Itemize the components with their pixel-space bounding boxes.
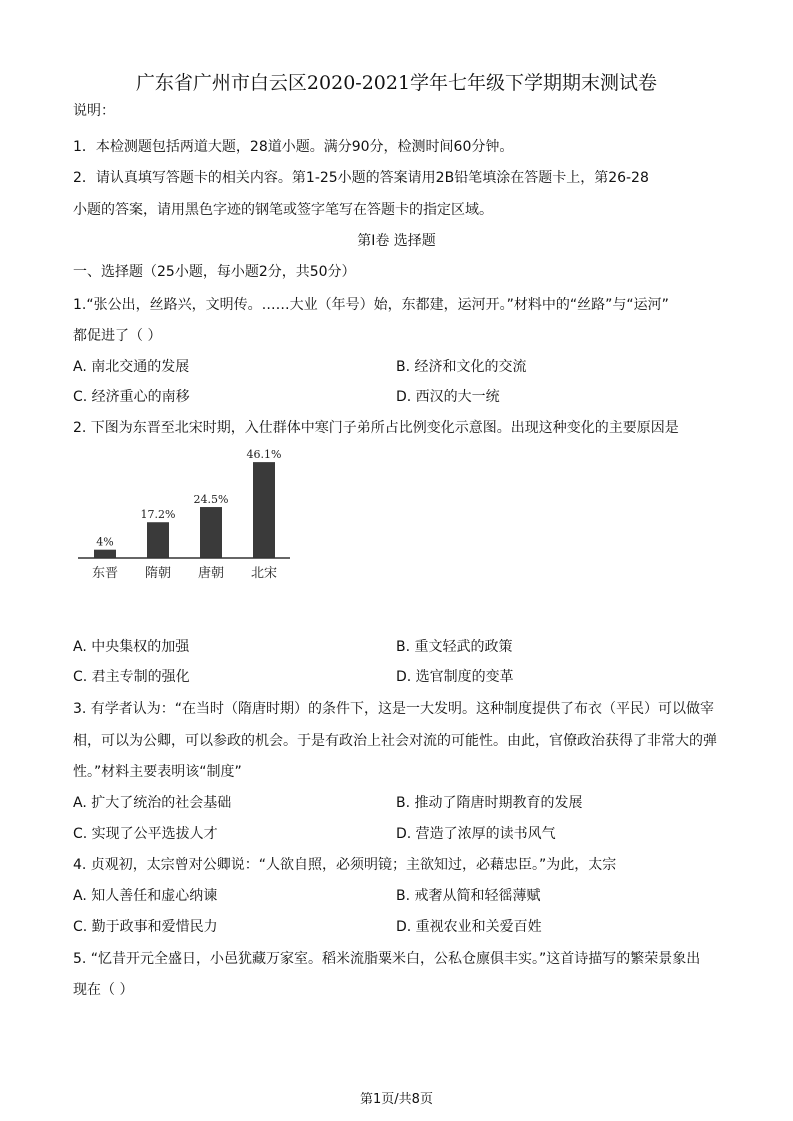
q2-stem-line-1: 2. 下图为东晋至北宋时期，入仕群体中寒门子弟所占比例变化示意图。出现这种变化的主要原因是 (73, 420, 679, 436)
q4-option-c: C. 勤于政事和爱惜民力 (73, 919, 218, 935)
q2-option-b: B. 重文轻武的政策 (396, 639, 513, 655)
note-line-1: 1．本检测题包括两道大题，28道小题。满分90分，检测时间60分钟。 (73, 139, 514, 155)
note-line-2a: 2．请认真填写答题卡的相关内容。第1-25小题的答案请用2B铅笔填涂在答题卡上，第26-28 (73, 170, 649, 186)
bar-value-label: 17.2% (140, 508, 176, 522)
q3-option-c: C. 实现了公平选拔人才 (73, 826, 218, 842)
q3-stem-line-1: 3. 有学者认为：“在当时（隋唐时期）的条件下，这是一大发明。这种制度提供了布衣（平民）可以做宰 (73, 701, 715, 717)
q1-option-c: C. 经济重心的南移 (73, 389, 190, 405)
bar-value-label: 24.5% (193, 493, 229, 507)
part-title: 一、选择题（25小题，每小题2分，共50分） (73, 264, 356, 280)
category-label: 唐朝 (197, 566, 225, 581)
category-label: 北宋 (250, 566, 278, 581)
q3-option-d: D. 营造了浓厚的读书风气 (396, 826, 556, 842)
bar-value-label: 4% (96, 535, 114, 549)
q1-option-a: A. 南北交通的发展 (73, 359, 190, 375)
bar-隋朝 (147, 522, 169, 558)
q3-stem-line-3: 性。”材料主要表明该“制度” (73, 764, 242, 780)
q2-option-d: D. 选官制度的变革 (396, 669, 514, 685)
q3-stem-line-2: 相，可以为公卿，可以参政的机会。于是有政治上社会对流的可能性。由此，官僚政治获得了非常大的弹 (73, 733, 717, 749)
bar-唐朝 (200, 507, 222, 558)
bar-value-label: 46.1% (246, 448, 282, 462)
q3-option-b: B. 推动了隋唐时期教育的发展 (396, 795, 583, 811)
q4-option-b: B. 戒奢从简和轻徭薄赋 (396, 888, 541, 904)
q3-option-a: A. 扩大了统治的社会基础 (73, 795, 232, 811)
note-line-2b: 小题的答案，请用黑色字迹的钢笔或签字笔写在答题卡的指定区域。 (73, 202, 493, 218)
q4-option-d: D. 重视农业和关爱百姓 (396, 919, 542, 935)
q5-stem-line-1: 5. “忆昔开元全盛日，小邑犹藏万家室。稻米流脂粟米白，公私仓廪俱丰实。”这首诗描写的繁荣景象出 (73, 951, 701, 967)
exam-title: 广东省广州市白云区2020-2021学年七年级下学期期末测试卷 (135, 72, 658, 94)
bar-chart (74, 442, 374, 592)
q1-stem-line-2: 都促进了（ ） (73, 328, 162, 344)
q4-stem-line-1: 4. 贞观初，太宗曾对公卿说：“人欲自照，必须明镜；主欲知过，必藉忠臣。”为此，太宗 (73, 857, 617, 873)
category-label: 东晋 (91, 566, 119, 581)
q1-stem-line-1: 1.“张公出，丝路兴，文明传。……大业（年号）始，东都建，运河开。”材料中的“丝路”与“运河” (73, 297, 669, 313)
q2-option-c: C. 君主专制的强化 (73, 669, 190, 685)
section-title: 第Ⅰ卷 选择题 (357, 233, 436, 249)
q1-option-d: D. 西汉的大一统 (396, 389, 500, 405)
q1-option-b: B. 经济和文化的交流 (396, 359, 527, 375)
q5-stem-line-2: 现在（ ） (73, 982, 134, 998)
bar-北宋 (253, 462, 275, 558)
bar-东晋 (94, 550, 116, 558)
q2-option-a: A. 中央集权的加强 (73, 639, 190, 655)
category-label: 隋朝 (144, 566, 172, 581)
page-footer: 第1页/共8页 (360, 1092, 433, 1107)
notes-heading: 说明： (73, 103, 115, 119)
q4-option-a: A. 知人善任和虚心纳谏 (73, 888, 218, 904)
